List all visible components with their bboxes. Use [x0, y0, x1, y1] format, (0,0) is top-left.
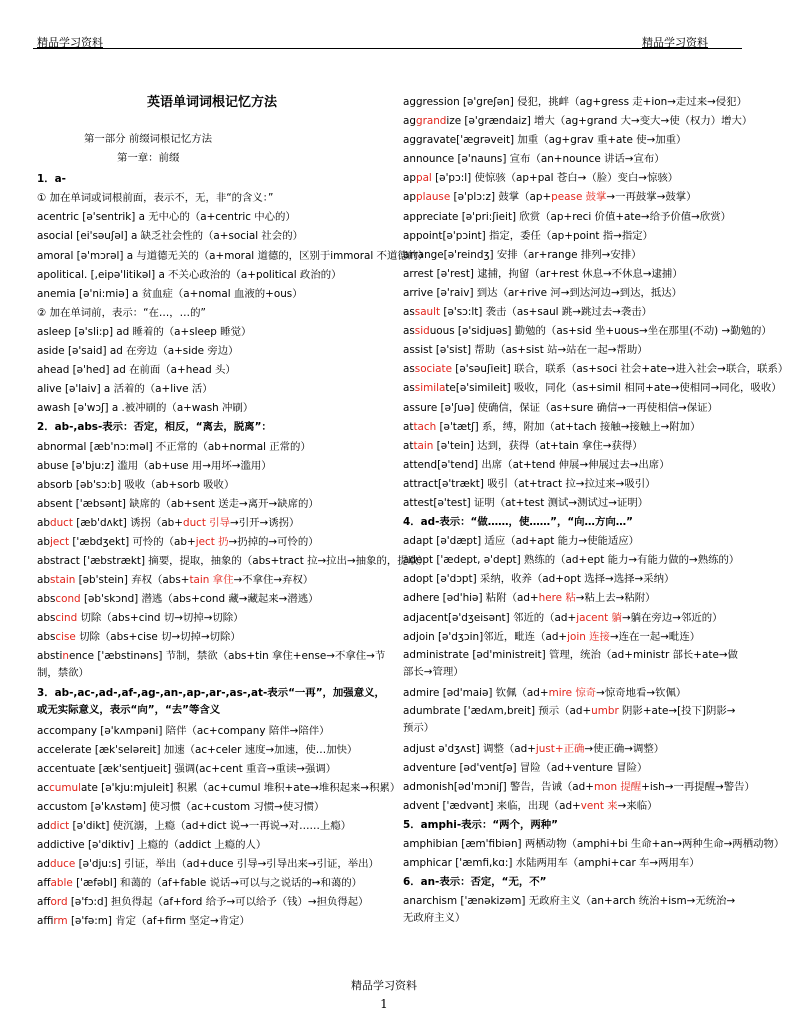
entry-line [403, 93, 745, 112]
entry-text: +ish→一再提醒→警告） [641, 781, 755, 793]
entry-text: 切除（abs+cind 切→切掉→切除） [77, 612, 244, 625]
entry-text: amoral [ə'mɔrəl] a 与道德无关的（a+moral 道德的，区别于immoral 不道德的） [37, 249, 429, 262]
entry-text: 5．amphi-表示：“两个，两种” [403, 819, 558, 832]
entry-text: adapt [ə'dæpt] 适应（ad+apt 能力→使能适应） [403, 535, 640, 548]
entry-line [403, 589, 745, 608]
entry-text: →躺在旁边→邻近的） [621, 611, 723, 624]
entry-text: ['æbdʒekt] 可怜的（ab+ [69, 535, 196, 548]
entry-text: abstract ['æbstrækt] 摘要，提取，抽象的（abs+tract 拉→拉出→抽象的，提取） [37, 555, 429, 568]
entry-text: →来临） [617, 800, 658, 813]
entry-text: 1．a- [37, 173, 66, 186]
entry-text: apolitical. [,eipə'litikəl] a 不关心政治的（a+political 政治的） [37, 268, 342, 281]
highlighted-text: duce [49, 858, 76, 871]
entry-text: [ə'fə:m] 肯定（af+firm 坚定→肯定） [67, 915, 250, 928]
entry-line [403, 284, 745, 303]
entry-text: →引开→诱拐） [230, 516, 300, 529]
highlighted-text: plause [415, 191, 451, 204]
entry-text: abuse [ə'bju:z] 滥用（ab+use 用→用坏→滥用） [37, 459, 272, 472]
highlighted-text: vent 来 [580, 800, 618, 813]
entry-text: [æb'dʌkt] 诱拐（ab+ [72, 516, 183, 529]
entry-line [403, 494, 745, 513]
entry-text: attend[ə'tend] 出席（at+tend 伸展→伸展过去→出席） [403, 458, 670, 471]
entry-line [403, 188, 745, 207]
entry-text: →连在一起→毗连） [609, 630, 701, 643]
entry-text: accustom [ə'kʌstəm] 使习惯（ac+custom 习惯→使习惯） [37, 800, 325, 813]
section-heading [37, 685, 387, 722]
entry-text: ad [37, 858, 50, 871]
entry-line [37, 304, 387, 323]
highlighted-text: ford [50, 896, 68, 909]
entry-line [403, 246, 745, 265]
entry-text: ad [37, 820, 50, 832]
entry-line [403, 360, 788, 379]
entry-line [37, 476, 387, 495]
entry-line [403, 227, 745, 246]
highlighted-text: tain 拿住 [189, 574, 234, 587]
entry-line [37, 533, 387, 552]
entry-text: absti [37, 649, 63, 662]
entry-text: 切除（abs+cise 切→切掉→切除） [75, 631, 241, 644]
highlighted-text: mon 提醒 [593, 781, 642, 793]
entry-text: [ə'pɔ:l] 使惊骇（ap+pal 苍白→（脸）变白→惊骇） [431, 172, 679, 185]
entry-line [403, 854, 745, 873]
entry-line [37, 571, 387, 590]
entry-line [403, 456, 745, 475]
entry-text: af [37, 896, 51, 909]
entry-line [37, 590, 387, 609]
entry-line [403, 551, 745, 570]
entry-text: [ə'səuʃieit] 联合，联系（as+soci 社会+ate→进入社会→联合，联系） [452, 363, 788, 376]
entry-line [37, 874, 387, 893]
entry-text: 3．ab-,ac-,ad-,af-,ag-,an-,ap-,ar-,as-,at-表示“一再”，加强意义，或无实际意义，表示“向”，“去”等含义 [37, 686, 385, 717]
entry-line [37, 628, 387, 647]
entry-text: ab [37, 574, 50, 587]
entry-text: ['æfəbl] 和蔼的（af+fable 说话→可以与之说话的→和蔼的） [72, 877, 363, 890]
entry-text: accentuate [æk'sentjueit] 强调(ac+cent 重音→重读→强调） [37, 762, 337, 775]
highlighted-text: dict [49, 820, 70, 832]
entry-text: adjoin [ə'dʒɔin]邻近，毗连（ad+ [403, 630, 568, 643]
entry-line [37, 609, 387, 628]
entry-line [403, 475, 745, 494]
highlighted-text: umbr [591, 704, 619, 717]
entry-text: absent ['æbsənt] 缺席的（ab+sent 送走→离开→缺席的） [37, 497, 319, 510]
entry-text: anarchism ['ænəkizəm] 无政府主义（an+arch 统治+ism→无统治→无政府主义） [403, 894, 736, 925]
header-right-text: 精品学习资料 [642, 36, 708, 49]
entry-text: as [403, 325, 415, 338]
section-heading [403, 816, 745, 835]
highlighted-text: cind [55, 612, 78, 625]
entry-text: te[ə'simileit] 吸收，同化（as+simil 相同+ate→使相同→同化，吸收） [445, 382, 782, 395]
highlighted-text: grand [415, 115, 447, 128]
highlighted-text: cumul [49, 781, 81, 794]
entry-text: adept ['ædept, ə'dept] 熟练的（ad+ept 能力→有能力做的→熟练的） [403, 554, 740, 567]
entry-text: administrate [əd'ministreit] 管理，统治（ad+ministr 部长+ate→做部长→管理） [403, 648, 738, 679]
entry-line [37, 495, 387, 514]
highlighted-text: duct [49, 516, 73, 529]
entry-line [403, 169, 745, 188]
section-heading [37, 418, 387, 437]
highlighted-text: join 连接 [567, 630, 610, 643]
entry-line [37, 779, 401, 798]
entry-text: addictive [ə'diktiv] 上瘾的（addict 上瘾的人） [37, 839, 267, 852]
entry-text: awash [ə'wɔʃ] a .被冲刷的（a+wash 冲刷） [37, 402, 254, 415]
entry-text: attract[ə'trækt] 吸引（at+tract 拉→拉过来→吸引） [403, 477, 656, 490]
entry-text: admire [əd'maiə] 钦佩（ad+ [403, 686, 549, 699]
entry-line [37, 912, 387, 931]
entry-line [403, 399, 745, 418]
highlighted-text: jacent 躺 [576, 611, 622, 624]
entry-text: as [403, 363, 415, 376]
entry-text: appreciate [ə'pri:ʃieit] 欣赏（ap+reci 价值+ate→给予价值→欣赏） [403, 210, 732, 223]
entry-text: advent ['ædvənt] 来临，出现（ad+ [403, 800, 581, 813]
entry-line [403, 570, 745, 589]
entry-line [403, 759, 745, 778]
page-number: 1 [380, 997, 388, 1011]
highlighted-text: duct 引导 [182, 516, 231, 529]
entry-line [37, 189, 387, 208]
entry-text: accelerate [æk'seləreit] 加速（ac+celer 速度→加速，使…加快） [37, 743, 358, 756]
entry-text: arrest [ə'rest] 逮捕，拘留（ar+rest 休息→不休息→逮捕） [403, 267, 683, 280]
entry-text: adjust ə'dʒʌst] 调整（ad+ [403, 742, 536, 755]
right-column [403, 93, 788, 930]
entry-text: adjacent[ə'dʒeisənt] 邻近的（ad+ [403, 611, 577, 624]
entry-line [37, 130, 387, 149]
entry-text: ize [ə'grændaiz] 增大（ag+grand 大→变大→使（权力）增大） [446, 115, 753, 128]
highlighted-text: pal [415, 172, 432, 185]
entry-line [403, 131, 745, 150]
highlighted-text: pease 鼓掌 [551, 191, 607, 204]
entry-text: ab [37, 516, 50, 529]
entry-text: [əb'stein] 弃权（abs+ [75, 574, 190, 587]
entry-line [403, 379, 782, 398]
entry-text: [əb'skɔnd] 潜逃（abs+cond 藏→藏起来→潜逃） [80, 593, 319, 606]
entry-line [403, 740, 745, 759]
entry-text: [ə'dikt] 使沉溺，上瘾（ad+dict 说→一再说→对……上瘾） [69, 820, 352, 832]
entry-text: [ə'dju:s] 引证，举出（ad+duce 引导→引导出来→引证，举出） [75, 858, 379, 871]
entry-text: ap [403, 191, 416, 204]
entry-line [403, 703, 745, 740]
footer-text: 精品学习资料 [351, 979, 417, 992]
entry-text: ab [37, 535, 50, 548]
entry-text: alive [ə'laiv] a 活着的（a+live 活） [37, 383, 213, 396]
entry-text: [ə'plɔ:z] 鼓掌（ap+ [450, 191, 552, 204]
entry-line [37, 285, 387, 304]
entry-line [37, 836, 387, 855]
entry-line [37, 893, 387, 912]
entry-text: at [403, 439, 414, 452]
entry-text: 2．ab-,abs-表示：否定，相反，“离去，脱离”： [37, 421, 272, 434]
entry-text: 阴影+ate→[投下]阴影→预示） [403, 704, 736, 735]
entry-line [37, 361, 387, 380]
entry-text: uous [ə'sidjuəs] 勤勉的（as+sid 坐+uous→坐在那里(不动) →勤勉的） [429, 325, 772, 338]
entry-line [37, 798, 387, 817]
entry-text: ag [403, 115, 416, 128]
entry-line [403, 609, 745, 628]
entry-text: abs [37, 631, 56, 644]
entry-text: adventure [əd'ventʃə] 冒险（ad+venture 冒险） [403, 761, 648, 774]
entry-text: 第一部分 前缀词根记忆方法 [84, 133, 212, 145]
entry-text: ahead [ə'hed] ad 在前面（a+head 头） [37, 364, 236, 377]
entry-line [403, 684, 745, 703]
entry-text: asleep [ə'sli:p] ad 睡着的（a+sleep 睡觉） [37, 325, 252, 338]
entry-line [403, 112, 753, 131]
entry-text: ① 加在单词或词根前面，表示不，无，非“的含义：” [37, 192, 274, 205]
entry-text: assure [ə'ʃuə] 使确信，保证（as+sure 确信→一再使相信→保证） [403, 401, 718, 414]
entry-text: arrive [ə'raiv] 到达（ar+rive 河→到达河边→到达，抵达） [403, 286, 683, 299]
entry-text: →一再鼓掌→鼓掌） [606, 191, 697, 204]
entry-text: →粘上去→粘附） [575, 592, 656, 605]
entry-line [403, 893, 745, 930]
entry-line [403, 778, 755, 797]
header-left-text: 精品学习资料 [37, 36, 103, 49]
entry-text: →惊奇地看→钦佩） [596, 686, 687, 699]
entry-line [403, 208, 745, 227]
entry-line [37, 380, 387, 399]
entry-line [403, 303, 745, 322]
entry-text: adhere [əd'hiə] 粘附（ad+ [403, 592, 539, 605]
entry-text: accompany [ə'kʌmpəni] 陪伴（ac+company 陪伴→陪伴） [37, 724, 330, 737]
highlighted-text: sociate [414, 363, 452, 376]
entry-text: admonish[əd'mɔniʃ] 警告，告诫（ad+ [403, 781, 594, 793]
entry-line [403, 532, 745, 551]
entry-text: abs [37, 612, 56, 625]
highlighted-text: ject [49, 535, 70, 548]
entry-line [403, 628, 745, 647]
highlighted-text: sid [414, 325, 430, 338]
highlighted-text: mire 惊奇 [548, 686, 597, 699]
entry-text: 第一章：前缀 [117, 152, 180, 165]
entry-line [37, 342, 387, 361]
entry-text: amphicar ['æmfi,kɑ:] 水陆两用车（amphi+car 车→两用车） [403, 857, 700, 870]
entry-text: [ə'sɔ:lt] 袭击（as+saul 跳→跳过去→袭击） [440, 306, 653, 319]
entry-text: af [37, 915, 54, 928]
entry-line [37, 514, 387, 533]
entry-text: announce [ə'nauns] 宣布（an+nounce 讲话→宣布） [403, 153, 665, 166]
entry-line [403, 322, 772, 341]
entry-line [37, 760, 387, 779]
entry-text: acentric [ə'sentrik] a 无中心的（a+centric 中心的） [37, 211, 296, 224]
entry-text: absorb [əb'sɔ:b] 吸收（ab+sorb 吸收） [37, 478, 235, 491]
entry-line [37, 438, 387, 457]
highlighted-text: cond [55, 593, 81, 606]
entry-line [403, 341, 745, 360]
entry-line [37, 817, 387, 836]
entry-text: →不拿住→弃权） [233, 574, 314, 587]
entry-text: as [403, 306, 415, 319]
highlighted-text: ject 扔 [195, 535, 229, 548]
entry-line [37, 266, 387, 285]
entry-line [403, 437, 745, 456]
entry-line [37, 227, 387, 246]
highlighted-text: simila [414, 382, 446, 395]
entry-line [403, 835, 785, 854]
entry-text: [ə'fɔ:d] 担负得起（af+ford 给予→可以给予（钱）→担负得起） [67, 896, 369, 909]
entry-line [37, 399, 387, 418]
highlighted-text: here 粘 [538, 592, 576, 605]
highlighted-text: tach [413, 420, 437, 433]
entry-text: ② 加在单词前，表示：“在…，…的” [37, 306, 206, 319]
entry-text: amphibian [æm'fibiən] 两栖动物（amphi+bi 生命+an→两种生命→两栖动物） [403, 838, 785, 851]
entry-text: ate [ə'kju:mjuleit] 积累（ac+cumul 堆积+ate→堆积起来→积累） [81, 781, 401, 794]
entry-text: ence ['æbstinəns] 节制，禁欲（abs+tin 拿住+ense→不拿住→节制，禁欲） [37, 649, 386, 680]
entry-line [37, 323, 387, 342]
entry-line [403, 418, 745, 437]
entry-line [37, 722, 387, 741]
entry-line [403, 265, 745, 284]
document-title: 英语单词词根记忆方法 [146, 95, 277, 110]
entry-text: ac [37, 781, 50, 794]
entry-text: →扔掉的→可怜的） [228, 535, 319, 548]
entry-text: 4．ad-表示：“做……，使……”，“向…方向…” [403, 516, 633, 529]
entry-text: attest[ə'test] 证明（at+test 测试→测试过→证明） [403, 496, 649, 509]
entry-text: [ə'tætʃ] 系，缚，附加（at+tach 接触→接触上→附加） [436, 420, 701, 433]
section-heading [403, 513, 745, 532]
highlighted-text: just+正确 [535, 742, 585, 755]
entry-line [403, 647, 745, 684]
entry-line [37, 648, 387, 685]
highlighted-text: stain [49, 574, 76, 587]
entry-text: af [37, 877, 51, 890]
entry-text: aggression [ə'greʃən] 侵犯，挑衅（ag+gress 走+ion→走过来→侵犯） [403, 96, 747, 108]
entry-text: aggravate['ægrəveit] 加重（ag+grav 重+ate 使→加重） [403, 134, 687, 147]
section-heading [403, 873, 745, 892]
entry-line [37, 208, 387, 227]
entry-text: [ə'tein] 达到，获得（at+tain 拿住→获得） [433, 439, 643, 452]
highlighted-text: fable [50, 877, 73, 890]
section-heading [37, 170, 387, 189]
highlighted-text: n [62, 649, 69, 662]
entry-text: ap [403, 172, 416, 185]
entry-line [37, 149, 387, 168]
entry-line [403, 150, 745, 169]
highlighted-text: firm [53, 915, 68, 928]
entry-text: aside [ə'said] ad 在旁边（a+side 旁边） [37, 345, 239, 358]
entry-text: appoint[ə'pɔint] 指定，委任（ap+point 指→指定） [403, 229, 654, 242]
entry-text: assist [ə'sist] 帮助（as+sist 站→站在一起→帮助） [403, 344, 648, 357]
entry-line [37, 855, 387, 874]
entry-text: →使正确→调整） [584, 742, 665, 755]
entry-text: abs [37, 593, 56, 606]
entry-text: arrange[ə'reindʒ] 安排（ar+range 排列→安排） [403, 248, 642, 261]
entry-line [403, 797, 745, 816]
highlighted-text: sault [414, 306, 441, 319]
entry-line [37, 741, 387, 760]
entry-text: anemia [ə'ni:miə] a 贫血症（a+nomal 血液的+ous） [37, 287, 303, 300]
entry-line [37, 457, 387, 476]
entry-text: adumbrate ['ædʌm,breit] 预示（ad+ [403, 704, 592, 717]
entry-text: asocial [ei'səuʃəl] a 缺乏社会性的（a+social 社会的） [37, 230, 303, 243]
entry-line [37, 552, 429, 571]
entry-text: adopt [ə'dɔpt] 采纳，收养（ad+opt 选择→选择→采纳） [403, 573, 675, 586]
highlighted-text: tain [413, 439, 434, 452]
entry-text: abnormal [æb'nɔ:məl] 不正常的（ab+normal 正常的） [37, 440, 311, 453]
highlighted-text: cise [55, 631, 76, 644]
entry-line [37, 247, 429, 266]
entry-text: 6．an-表示：否定，“无，不” [403, 876, 547, 889]
entry-text: at [403, 420, 414, 433]
header-rule [33, 48, 742, 49]
entry-text: as [403, 382, 415, 395]
